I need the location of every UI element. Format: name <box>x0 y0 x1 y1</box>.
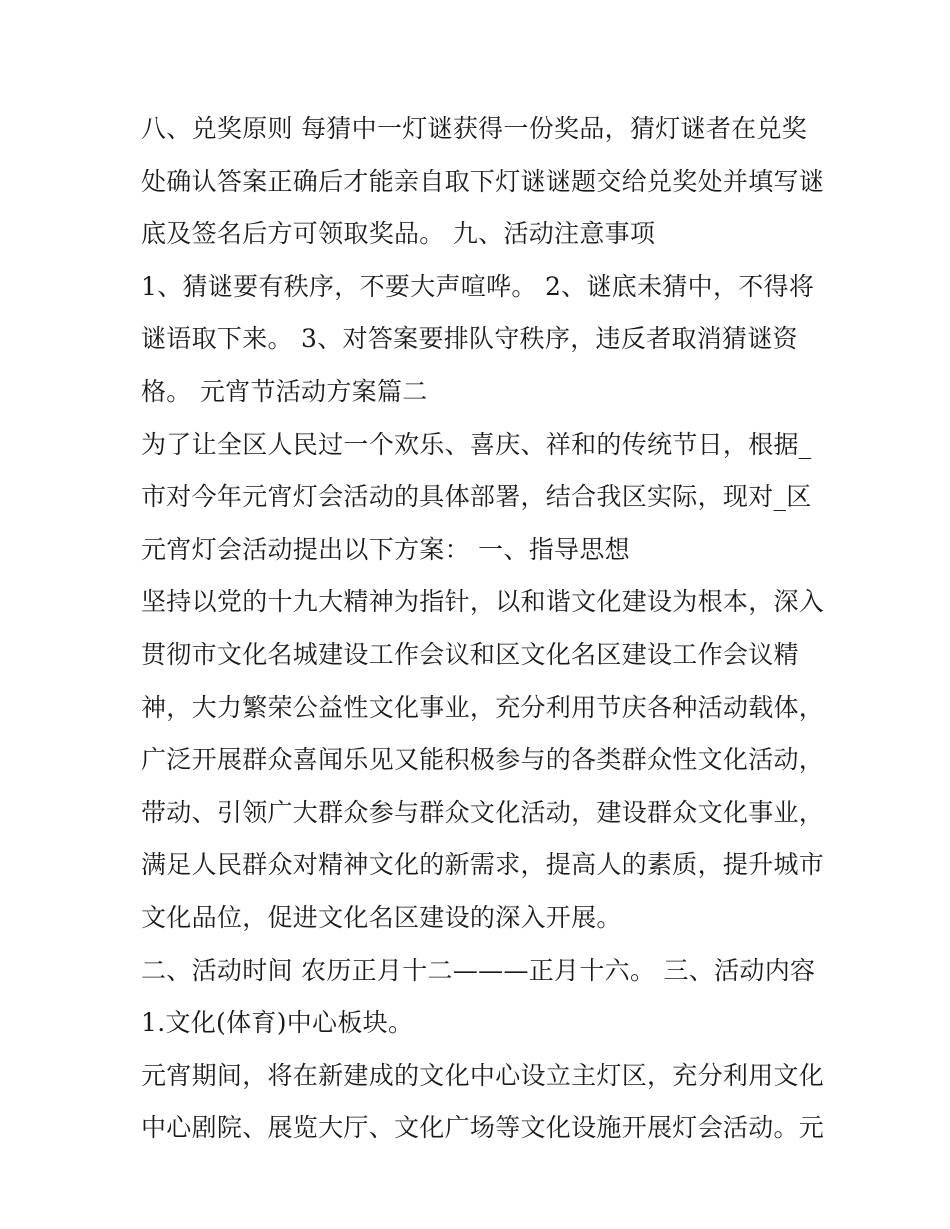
text-line: 谜语取下来。 3、对答案要排队守秩序，违反者取消猜谜资 <box>141 324 798 354</box>
text-line: 神，大力繁荣公益性文化事业，充分利用节庆各种活动载体， <box>141 692 825 722</box>
text-line: 广泛开展群众喜闻乐见又能积极参与的各类群众性文化活动， <box>141 745 825 775</box>
text-line: 坚持以党的十九大精神为指针，以和谐文化建设为根本，深入 <box>141 587 825 617</box>
text-line: 文化品位，促进文化名区建设的深入开展。 <box>141 902 622 932</box>
document-body <box>141 103 825 1155</box>
text-line: 满足人民群众对精神文化的新需求，提高人的素质，提升城市 <box>141 850 825 880</box>
text-line: 二、活动时间 农历正月十二———正月十六。 三、活动内容 <box>141 955 816 985</box>
text-line: 为了让全区人民过一个欢乐、喜庆、祥和的传统节日，根据_ <box>141 429 812 459</box>
text-line: 市对今年元宵灯会活动的具体部署，结合我区实际，现对_区 <box>141 482 812 512</box>
text-line: 中心剧院、展览大厅、文化广场等文化设施开展灯会活动。元 <box>141 1113 825 1143</box>
text-line: 处确认答案正确后才能亲自取下灯谜谜题交给兑奖处并填写谜 <box>141 166 825 196</box>
text-line: 八、兑奖原则 每猜中一灯谜获得一份奖品，猜灯谜者在兑奖 <box>141 114 808 143</box>
text-line: 1、猜谜要有秩序，不要大声喧哗。 2、谜底未猜中，不得将 <box>141 271 815 301</box>
text-line: 底及签名后方可领取奖品。 九、活动注意事项 <box>141 219 656 249</box>
text-line: 带动、引领广大群众参与群众文化活动，建设群众文化事业， <box>141 797 825 827</box>
text-line: 元宵期间，将在新建成的文化中心设立主灯区，充分利用文化 <box>141 1060 825 1090</box>
text-line: 格。 元宵节活动方案篇二 <box>141 376 428 406</box>
text-line: 1.文化(体育)中心板块。 <box>141 1008 414 1038</box>
text-line: 元宵灯会活动提出以下方案： 一、指导思想 <box>141 534 630 564</box>
text-line: 贯彻市文化名城建设工作会议和区文化名区建设工作会议精 <box>141 639 799 669</box>
